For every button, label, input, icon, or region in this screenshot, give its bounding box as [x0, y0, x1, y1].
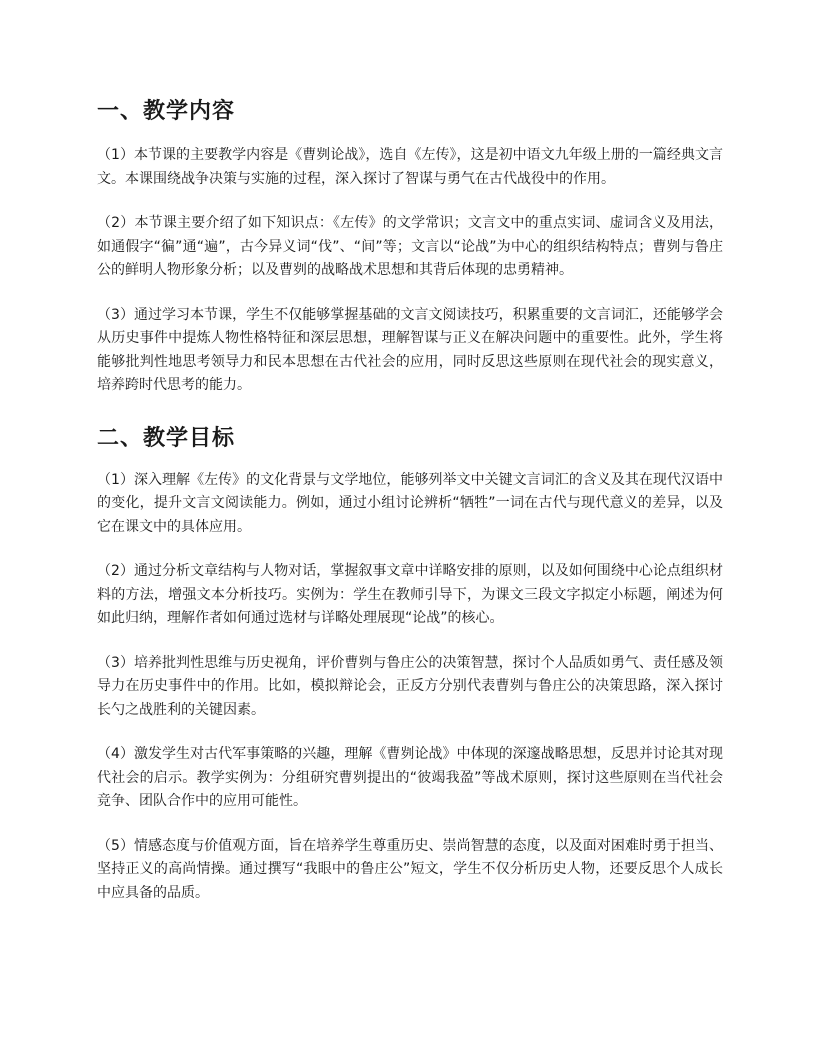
section-title-teaching-content: 一、教学内容 [97, 99, 236, 124]
goal-paragraph-1: （1）深入理解《左传》的文化背景与文学地位，能够列举文中关键文言词汇的含义及其在现代汉语中的变化，提升文言文阅读能力。例如，通过小组讨论辨析“牺牲”一词在古代与现代意义的差异，以及它在课文中的具体应用。 [97, 471, 723, 535]
content-paragraph-2: （2）本节课主要介绍了如下知识点：《左传》的文学常识；文言文中的重点实词、虚词含义及用法，如通假字“徧”通“遍”，古今异义词“伐”、“间”等；文言以“论战”为中心的组织结构特点；曹刿与鲁庄公的鲜明人物形象分析；以及曹刿的战略战术思想和其背后体现的忠勇精神。 [97, 215, 723, 278]
document-page [97, 92, 723, 926]
goal-paragraph-4: （4）激发学生对古代军事策略的兴趣，理解《曹刿论战》中体现的深邃战略思想，反思并讨论其对现代社会的启示。教学实例为：分组研究曹刿提出的“彼竭我盈”等战术原则，探讨这些原则在当代社会竞争、团队合作中的应用可能性。 [97, 746, 723, 809]
goal-paragraph-2: （2）通过分析文章结构与人物对话，掌握叙事文章中详略安排的原则，以及如何围绕中心论点组织材料的方法，增强文本分析技巧。实例为：学生在教师引导下，为课文三段文字拟定小标题，阐述为何如此归纳，理解作者如何通过选材与详略处理展现“论战”的核心。 [97, 563, 723, 626]
section-title-teaching-goals: 二、教学目标 [97, 425, 236, 451]
content-paragraph-3: （3）通过学习本节课，学生不仅能够掌握基础的文言文阅读技巧，积累重要的文言词汇，还能够学会从历史事件中提炼人物性格特征和深层思想，理解智谋与正义在解决问题中的重要性。此外，学生将能够批判性地思考领导力和民本思想在古代社会的应用，同时反思这些原则在现代社会的现实意义，培养跨时代思考的能力。 [97, 306, 723, 393]
goal-paragraph-5: （5）情感态度与价值观方面，旨在培养学生尊重历史、崇尚智慧的态度，以及面对困难时勇于担当、坚持正义的高尚情操。通过撰写“我眼中的鲁庄公”短文，学生不仅分析历史人物，还要反思个人成长中应具备的品质。 [97, 837, 723, 901]
goal-paragraph-3: （3）培养批判性思维与历史视角，评价曹刿与鲁庄公的决策智慧，探讨个人品质如勇气、责任感及领导力在历史事件中的作用。比如，模拟辩论会，正反方分别代表曹刿与鲁庄公的决策思路，深入探讨长勺之战胜利的关键因素。 [97, 654, 723, 718]
content-paragraph-1: （1）本节课的主要教学内容是《曹刿论战》，选自《左传》，这是初中语文九年级上册的一篇经典文言文。本课围绕战争决策与实施的过程，深入探讨了智谋与勇气在古代战役中的作用。 [97, 147, 723, 187]
